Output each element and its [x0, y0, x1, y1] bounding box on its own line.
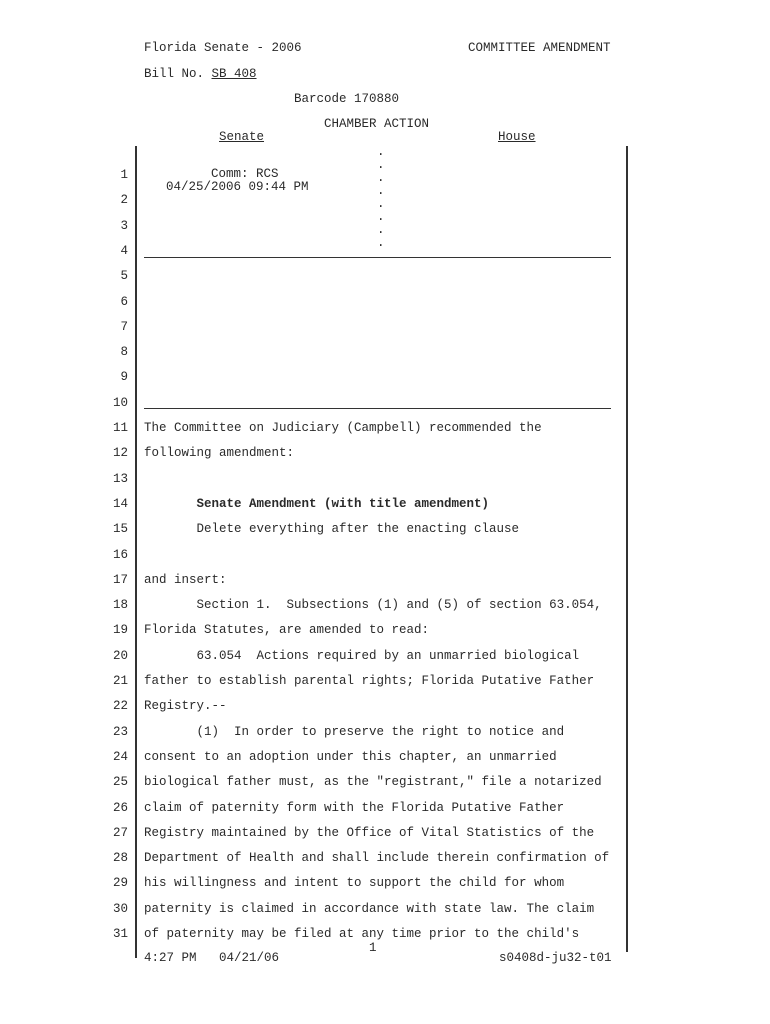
line-number: 3	[120, 219, 128, 233]
line-number: 1	[120, 168, 128, 182]
line-text: of paternity may be filed at any time prior to the child's	[144, 927, 580, 941]
house-label: House	[498, 130, 536, 144]
line-number: 7	[120, 320, 128, 334]
header-chamber-year: Florida Senate - 2006	[144, 41, 302, 55]
committee-action-date: 04/25/2006 09:44 PM	[166, 180, 309, 194]
line-number: 5	[120, 269, 128, 283]
bill-prefix: Bill No.	[144, 67, 212, 81]
line-text: father to establish parental rights; Florida Putative Father	[144, 674, 595, 688]
senate-label: Senate	[219, 130, 265, 144]
right-margin-rule	[626, 146, 628, 952]
line-number: 30	[112, 902, 128, 916]
line-number: 28	[112, 851, 128, 865]
line-number: 15	[112, 522, 128, 536]
footer-timestamp: 4:27 PM 04/21/06	[144, 951, 280, 965]
line-number: 2	[120, 193, 128, 207]
left-margin-rule	[135, 146, 137, 958]
line-number: 19	[112, 623, 128, 637]
line-text: Registry.--	[144, 699, 227, 713]
footer-document-code: s0408d-ju32-t01	[499, 951, 612, 965]
chamber-action-title: CHAMBER ACTION	[324, 117, 430, 131]
line-number: 26	[112, 801, 128, 815]
line-number: 29	[112, 876, 128, 890]
header-document-type: COMMITTEE AMENDMENT	[468, 41, 611, 55]
line-number: 8	[120, 345, 128, 359]
line-text: Department of Health and shall include therein confirmation of	[144, 851, 610, 865]
line-text: following amendment:	[144, 446, 295, 460]
line-number: 25	[112, 775, 128, 789]
line-text: The Committee on Judiciary (Campbell) recommended the	[144, 421, 542, 435]
line-number: 14	[112, 497, 128, 511]
line-text: paternity is claimed in accordance with state law. The claim	[144, 902, 595, 916]
line-text: consent to an adoption under this chapter, an unmarried	[144, 750, 557, 764]
line-number: 21	[112, 674, 128, 688]
line-number: 31	[112, 927, 128, 941]
line-text: Florida Statutes, are amended to read:	[144, 623, 430, 637]
barcode: Barcode 170880	[294, 92, 400, 106]
line-number: 16	[112, 548, 128, 562]
committee-action: Comm: RCS	[211, 167, 279, 181]
line-number: 23	[112, 725, 128, 739]
line-text: Registry maintained by the Office of Vital Statistics of the	[144, 826, 595, 840]
line-text: his willingness and intent to support the child for whom	[144, 876, 565, 890]
line-number: 22	[112, 699, 128, 713]
line-number: 24	[112, 750, 128, 764]
page-number: 1	[369, 941, 377, 955]
line-number: 11	[112, 421, 128, 435]
line-number: 17	[112, 573, 128, 587]
line-number: 4	[120, 244, 128, 258]
line-number: 12	[112, 446, 128, 460]
line-text: Senate Amendment (with title amendment)	[144, 497, 490, 511]
line-number: 20	[112, 649, 128, 663]
bill-number-line	[144, 67, 257, 81]
line-number: 9	[120, 370, 128, 384]
chamber-action-bottom-rule	[144, 257, 611, 258]
line-text: (1) In order to preserve the right to notice and	[144, 725, 565, 739]
line-text: 63.054 Actions required by an unmarried biological	[144, 649, 580, 663]
line-text: claim of paternity form with the Florida Putative Father	[144, 801, 565, 815]
line-text: and insert:	[144, 573, 227, 587]
line-number: 6	[120, 295, 128, 309]
line-number: 27	[112, 826, 128, 840]
line-text: biological father must, as the "registrant," file a notarized	[144, 775, 602, 789]
amendment-box-bottom-rule	[144, 408, 611, 409]
chamber-divider-dots: . . . . . . . .	[377, 145, 385, 250]
line-number: 18	[112, 598, 128, 612]
bill-number: SB 408	[211, 67, 257, 81]
line-text: Delete everything after the enacting clause	[144, 522, 520, 536]
line-text: Section 1. Subsections (1) and (5) of section 63.054,	[144, 598, 602, 612]
line-number: 13	[112, 472, 128, 486]
line-number: 10	[112, 396, 128, 410]
